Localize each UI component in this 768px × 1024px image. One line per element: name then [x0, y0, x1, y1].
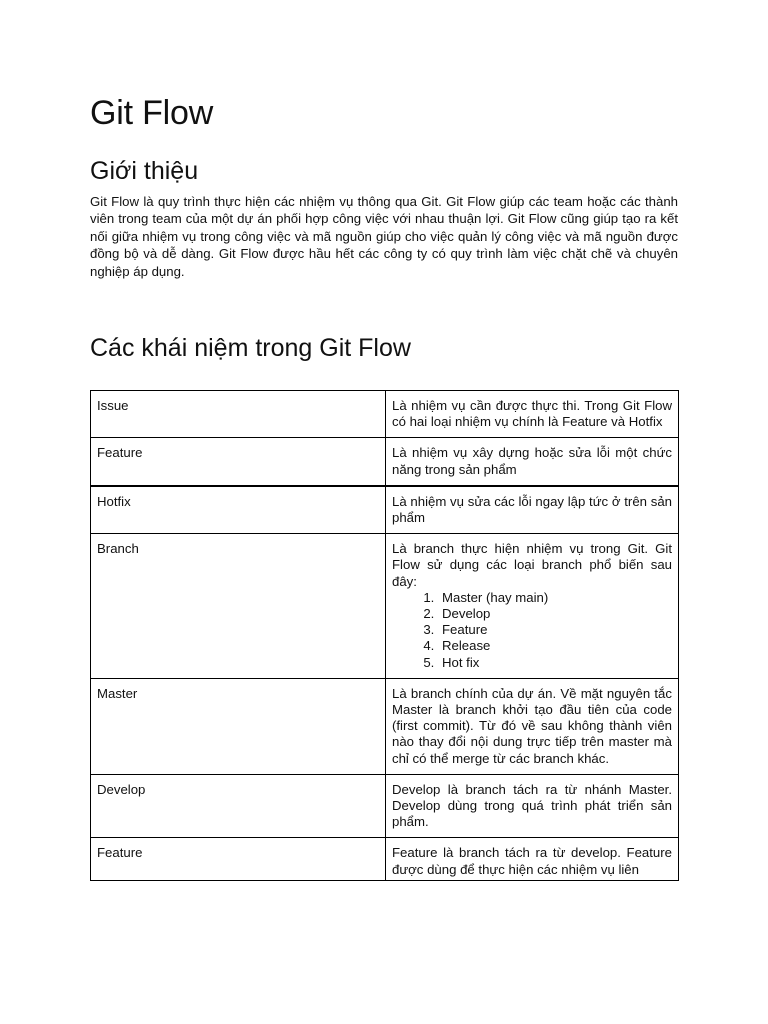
table-row: [91, 838, 679, 880]
term-cell: Hotfix: [91, 486, 386, 534]
list-item: 1. Master (hay main): [438, 590, 672, 606]
intro-paragraph: Git Flow là quy trình thực hiện các nhiệm vụ thông qua Git. Git Flow giúp các team hoặc các thành viên trong team của một dự án phối hợp công việc với nhau thuận lợi. Git Flow cũng giúp tạo ra kết nối giữa nhiệm vụ trong công việc và mã nguồn giúp cho việc quản lý công việc và mã nguồn được đồng bộ và dễ dàng. Git Flow được hầu hết các công ty có quy trình làm việc chặt chẽ và chuyên nghiệp áp dụng.: [90, 194, 678, 279]
list-item: 4. Release: [438, 638, 672, 654]
list-item: 5. Hot fix: [438, 655, 672, 671]
list-item: 3. Feature: [438, 622, 672, 638]
term-cell: Feature: [91, 438, 386, 486]
document-title: Git Flow: [90, 94, 214, 132]
table-row: [91, 534, 679, 679]
description-cell: Là nhiệm vụ xây dựng hoặc sửa lỗi một chức năng trong sản phẩm: [386, 438, 679, 486]
table-row: [91, 774, 679, 838]
description-cell: Develop là branch tách ra từ nhánh Master. Develop dùng trong quá trình phát triển sản phẩm.: [386, 774, 679, 838]
branch-type-list: [392, 590, 672, 671]
table-row: [91, 678, 679, 774]
description-cell: Feature là branch tách ra từ develop. Feature được dùng để thực hiện các nhiệm vụ liên: [386, 838, 679, 880]
description-text: Là branch thực hiện nhiệm vụ trong Git. Git Flow sử dụng các loại branch phổ biến sau đây:: [392, 541, 672, 589]
term-cell: Develop: [91, 774, 386, 838]
term-cell: Branch: [91, 534, 386, 679]
table-row: [91, 486, 679, 534]
table-row: [91, 438, 679, 486]
intro-heading: Giới thiệu: [90, 157, 199, 185]
description-cell: Là branch chính của dự án. Về mặt nguyên tắc Master là branch khởi tạo đầu tiên của code (first commit). Từ đó về sau không thành viên nào thay đổi nội dung trực tiếp trên master mà chỉ có thể merge từ các branch khác.: [386, 678, 679, 774]
term-cell: Issue: [91, 391, 386, 438]
concepts-heading: Các khái niệm trong Git Flow: [90, 334, 411, 362]
description-cell: Là nhiệm vụ sửa các lỗi ngay lập tức ở trên sản phẩm: [386, 486, 679, 534]
table-row: [91, 391, 679, 438]
description-cell: Là nhiệm vụ cần được thực thi. Trong Git Flow có hai loại nhiệm vụ chính là Feature và Hotfix: [386, 391, 679, 438]
list-item: 2. Develop: [438, 606, 672, 622]
term-cell: Feature: [91, 838, 386, 880]
term-cell: Master: [91, 678, 386, 774]
description-cell: [386, 534, 679, 679]
concepts-table: [90, 390, 679, 881]
